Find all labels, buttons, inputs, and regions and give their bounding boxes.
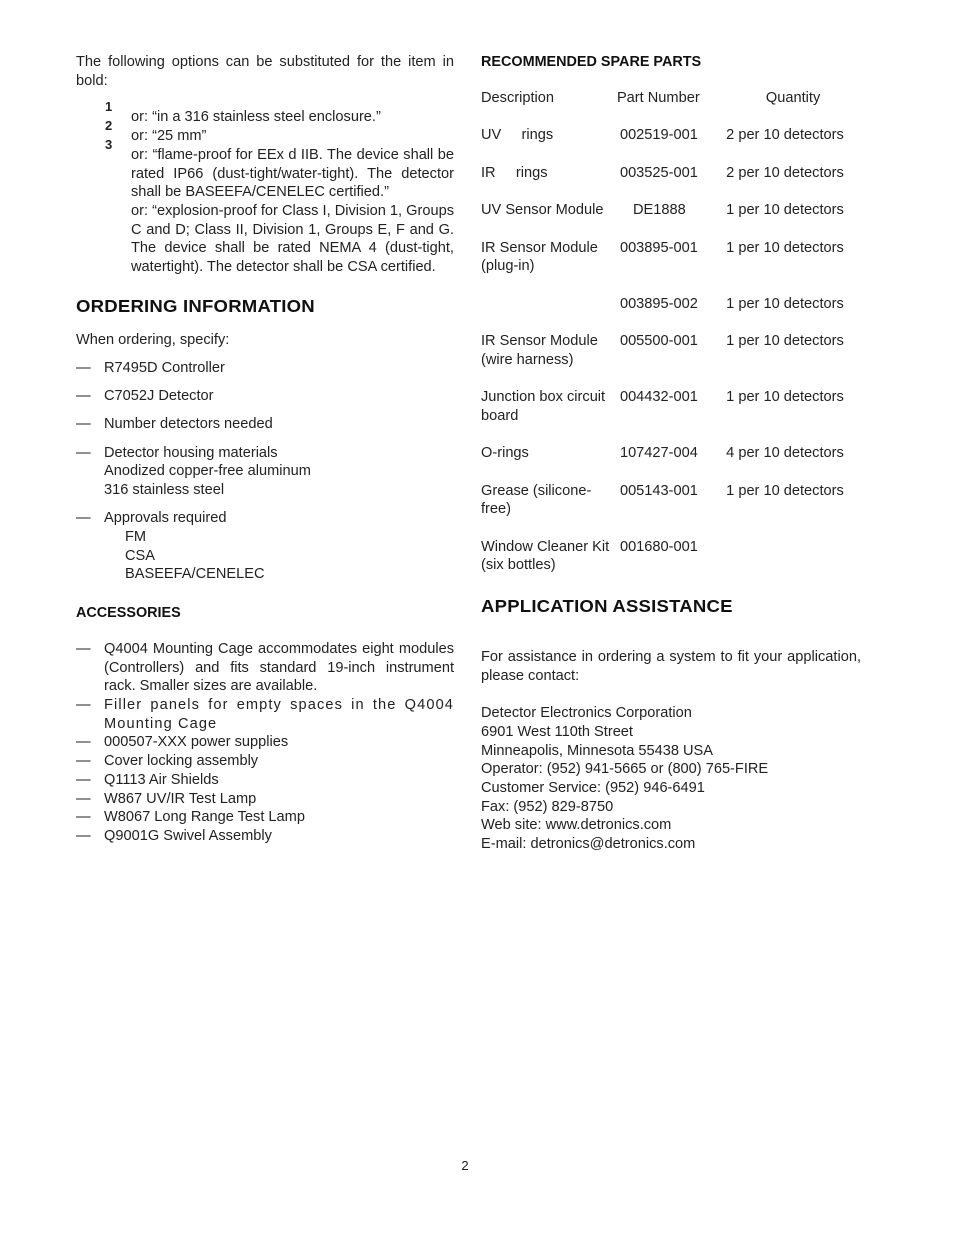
options-list [76, 99, 454, 276]
accessory-item: — Q1113 Air Shields [76, 771, 219, 788]
assistance-heading: APPLICATION ASSISTANCE [481, 596, 733, 617]
accessory-item: — W8067 Long Range Test Lamp [76, 809, 305, 826]
contact-block [481, 704, 861, 854]
ordering-item: — Detector housing materials Anodized copper-free aluminum 316 stainless steel [76, 444, 311, 498]
city-state: Minneapolis, Minnesota 55438 USA [481, 742, 714, 759]
ordering-heading: ORDERING INFORMATION [76, 295, 315, 316]
table-header-row [481, 89, 861, 108]
table-row: UV Sensor Module DE1888 1 per 10 detectors [481, 202, 844, 219]
dash: — [76, 444, 91, 461]
table-row: IR rings 003525-001 2 per 10 detectors [481, 164, 844, 181]
option-number: 1 [105, 99, 113, 115]
street-address: 6901 West 110th Street [481, 723, 633, 740]
option-text: or: “in a 316 stainless steel enclosure.” [131, 109, 381, 126]
table-row: 003895-002 1 per 10 detectors [619, 295, 844, 312]
spare-parts-table [481, 89, 861, 575]
dash: — [76, 828, 91, 844]
table-row: IR Sensor Module (wire harness) 005500-001 1 per 10 detectors [481, 333, 844, 368]
accessory-item: — Cover locking assembly [76, 753, 259, 770]
spare-parts-heading: RECOMMENDED SPARE PARTS [481, 54, 702, 70]
option-number: 3 [105, 136, 113, 152]
table-row: Junction box circuit board 004432-001 1 per 10 detectors [481, 389, 844, 424]
ordering-intro: When ordering, specify: [76, 331, 230, 348]
accessory-item: — Q9001G Swivel Assembly [76, 828, 272, 844]
operator-phone: Operator: (952) 941-5665 or (800) 765-FIRE [481, 761, 769, 778]
column-header: Quantity [765, 90, 821, 106]
table-row: IR Sensor Module (plug-in) 003895-001 1 per 10 detectors [481, 239, 844, 275]
option-text: or: “explosion-proof for Class I, Division 1, Groups C and D; Class II, Division 1, Groups E, F and G. The device shall be rated NEMA 4 (dust-tight, watertight). The detector shall be CSA certified. [131, 202, 454, 276]
fax-number: Fax: (952) 829-8750 [481, 798, 614, 815]
email: E-mail: detronics@detronics.com [481, 836, 696, 853]
dash: — [76, 809, 91, 826]
option-numbers [76, 98, 131, 276]
accessory-item: — Filler panels for empty spaces in the Q4004 Mounting Cage [76, 697, 454, 732]
options-intro: The following options can be substituted for the item in bold: [76, 54, 454, 89]
dash: — [76, 640, 91, 657]
ordering-item: — R7495D Controller [76, 359, 225, 376]
dash: — [76, 510, 91, 527]
option-text: or: “flame-proof for EEx d IIB. The device shall be rated IP66 (dust-tight/water-tight). The detector shall be BASEEFA/CENELEC certified.” [131, 146, 454, 201]
customer-service-phone: Customer Service: (952) 946-6491 [481, 780, 705, 797]
table-row: UV rings 002519-001 2 per 10 detectors [481, 127, 844, 144]
dash: — [76, 697, 91, 714]
company-name: Detector Electronics Corporation [481, 705, 692, 722]
dash: — [76, 734, 91, 751]
ordering-item: — Number detectors needed [76, 416, 273, 433]
dash: — [76, 416, 91, 433]
right-column [481, 53, 861, 854]
table-row: Window Cleaner Kit (six bottles) 001680-001 [481, 538, 698, 574]
table-row: O-rings 107427-004 4 per 10 detectors [481, 445, 844, 462]
dash: — [76, 790, 91, 807]
accessories-heading: ACCESSORIES [76, 604, 181, 621]
dash: — [76, 359, 91, 376]
dash: — [76, 753, 91, 770]
option-number: 2 [105, 118, 113, 134]
accessory-item: — W867 UV/IR Test Lamp [76, 790, 257, 807]
accessory-item: — 000507-XXX power supplies [76, 734, 289, 751]
ordering-item: — C7052J Detector [76, 388, 214, 405]
accessory-item: — Q4004 Mounting Cage accommodates eight modules (Controllers) and fits standard 19-inch instrument rack. Smaller sizes are available. [76, 640, 454, 695]
ordering-item: — Approvals required FM CSA BASEEFA/CENELEC [76, 510, 265, 583]
column-header: Description [481, 90, 554, 106]
left-column [76, 53, 454, 846]
assistance-intro: For assistance in ordering a system to fit your application, please contact: [481, 649, 861, 684]
dash: — [76, 388, 91, 405]
option-texts [131, 108, 454, 276]
page-number: 2 [461, 1158, 469, 1173]
column-header: Part Number [616, 90, 700, 106]
option-text: or: “25 mm” [131, 128, 207, 145]
table-row: Grease (silicone-free) 005143-001 1 per 10 detectors [481, 482, 844, 518]
dash: — [76, 771, 91, 788]
website: Web site: www.detronics.com [481, 817, 672, 834]
